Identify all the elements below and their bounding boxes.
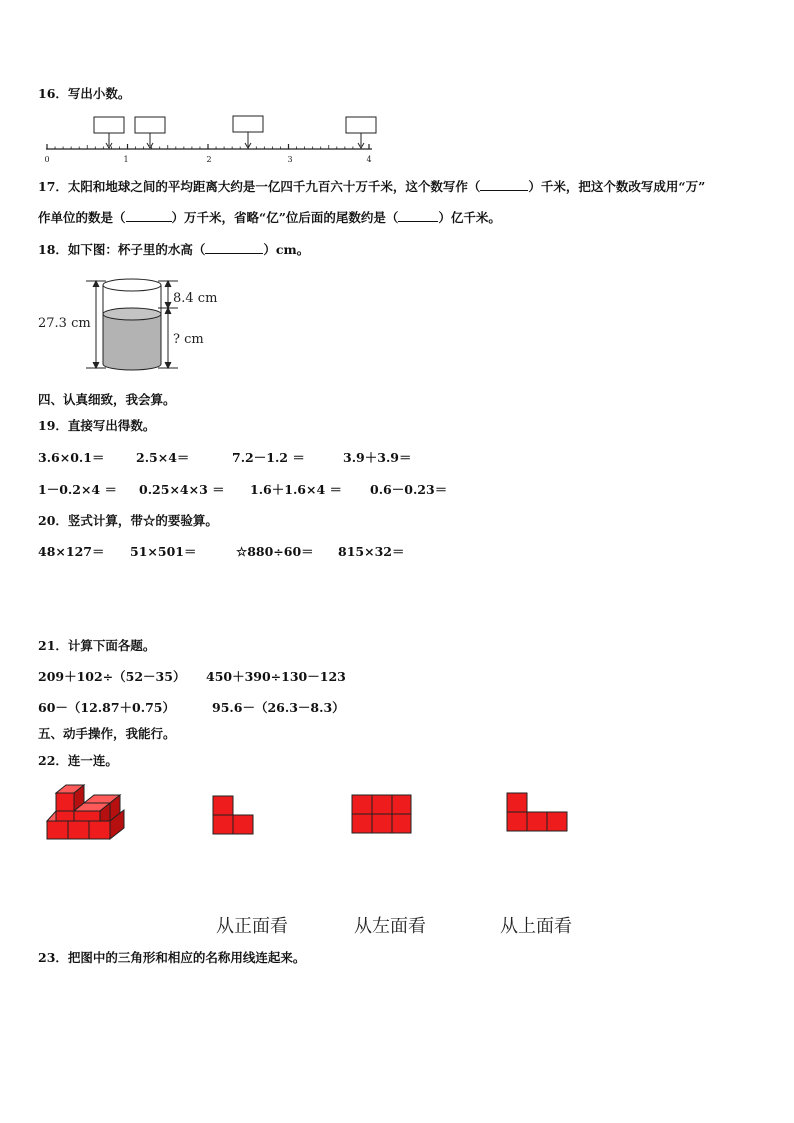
- tick-label-1: 1: [123, 155, 129, 164]
- q19-title: 19．直接写出得数。: [38, 418, 156, 433]
- water-surface: [103, 308, 161, 320]
- q19-r1-1: 3.6×0.1＝: [38, 450, 105, 465]
- tick-label-2: 2: [206, 155, 212, 164]
- q17-text-c: 作单位的数是（: [38, 210, 126, 225]
- caption-left-view: 从左面看: [354, 916, 426, 937]
- q22-title: 22．连一连。: [38, 753, 118, 768]
- q20-item-1: 48×127＝: [38, 544, 105, 559]
- q21-r1-1: 209＋102÷（52－35）: [38, 669, 186, 684]
- q18-line: [38, 240, 309, 258]
- top-gap-label: 8.4 cm: [173, 291, 218, 306]
- q21-title: 21．计算下面各题。: [38, 638, 156, 653]
- answer-blank-4[interactable]: [205, 241, 263, 254]
- caption-front-view: 从正面看: [216, 916, 288, 937]
- q19-r2-1: 1－0.2×4 ＝: [38, 482, 117, 497]
- answer-blank-2[interactable]: [126, 209, 172, 222]
- q17-line2: [38, 208, 501, 226]
- answer-box-3: [233, 116, 263, 132]
- answer-blank-1[interactable]: [480, 178, 528, 191]
- section-4-heading: 四、认真细致，我会算。: [38, 392, 176, 407]
- view-shape-1: [213, 796, 253, 834]
- q20-title: 20．竖式计算，带☆的要验算。: [38, 513, 218, 528]
- q17-text-b: ）千米，把这个数改写成用“万”: [528, 179, 706, 194]
- answer-box-4: [346, 117, 376, 133]
- q19-r1-2: 2.5×4＝: [136, 450, 190, 465]
- q19-r1-4: 3.9＋3.9＝: [343, 450, 412, 465]
- number-line-labels: [44, 155, 371, 164]
- q19-r1-3: 7.2－1.2 ＝: [232, 450, 305, 465]
- caption-top-view: 从上面看: [500, 916, 572, 937]
- cup-figure: [86, 279, 178, 370]
- q21-r2-2: 95.6－（26.3－8.3）: [212, 700, 345, 715]
- section-5-heading: 五、动手操作，我能行。: [38, 726, 176, 741]
- q19-r2-2: 0.25×4×3 ＝: [139, 482, 225, 497]
- answer-blank-3[interactable]: [398, 209, 438, 222]
- water-height-label: ? cm: [173, 332, 204, 347]
- q17-text-d: ）万千米，省略“亿”位后面的尾数约是（: [171, 210, 399, 225]
- q17-text-e: ）亿千米。: [438, 210, 501, 225]
- view-shape-2: [352, 795, 411, 833]
- q21-r1-2: 450＋390÷130－123: [206, 669, 346, 684]
- q19-r2-4: 0.6－0.23＝: [370, 482, 448, 497]
- q23-title: 23．把图中的三角形和相应的名称用线连起来。: [38, 950, 306, 965]
- q17-line1: [38, 177, 705, 195]
- q18-text-a: 18．如下图：杯子里的水高（: [38, 242, 206, 257]
- q21-r2-1: 60－（12.87＋0.75）: [38, 700, 175, 715]
- answer-box-1: [94, 117, 124, 133]
- total-height-label: 27.3 cm: [38, 316, 91, 331]
- tick-label-3: 3: [287, 155, 293, 164]
- q20-item-4: 815×32＝: [338, 544, 405, 559]
- tick-label-0: 0: [44, 155, 50, 164]
- q17-text-a: 17．太阳和地球之间的平均距离大约是一亿四千九百六十万千米，这个数写作（: [38, 179, 481, 194]
- q16-title: 16．写出小数。: [38, 86, 131, 101]
- q20-item-2: 51×501＝: [130, 544, 197, 559]
- water: [103, 314, 161, 370]
- answer-box-2: [135, 117, 165, 133]
- tick-label-4: 4: [366, 155, 372, 164]
- q20-item-3: ☆880÷60＝: [236, 544, 314, 559]
- view-shape-3: [507, 793, 567, 831]
- cube-solid: [47, 785, 124, 839]
- answer-boxes: [94, 116, 376, 148]
- q19-r2-3: 1.6＋1.6×4 ＝: [250, 482, 343, 497]
- q18-text-b: ）cm。: [263, 242, 310, 257]
